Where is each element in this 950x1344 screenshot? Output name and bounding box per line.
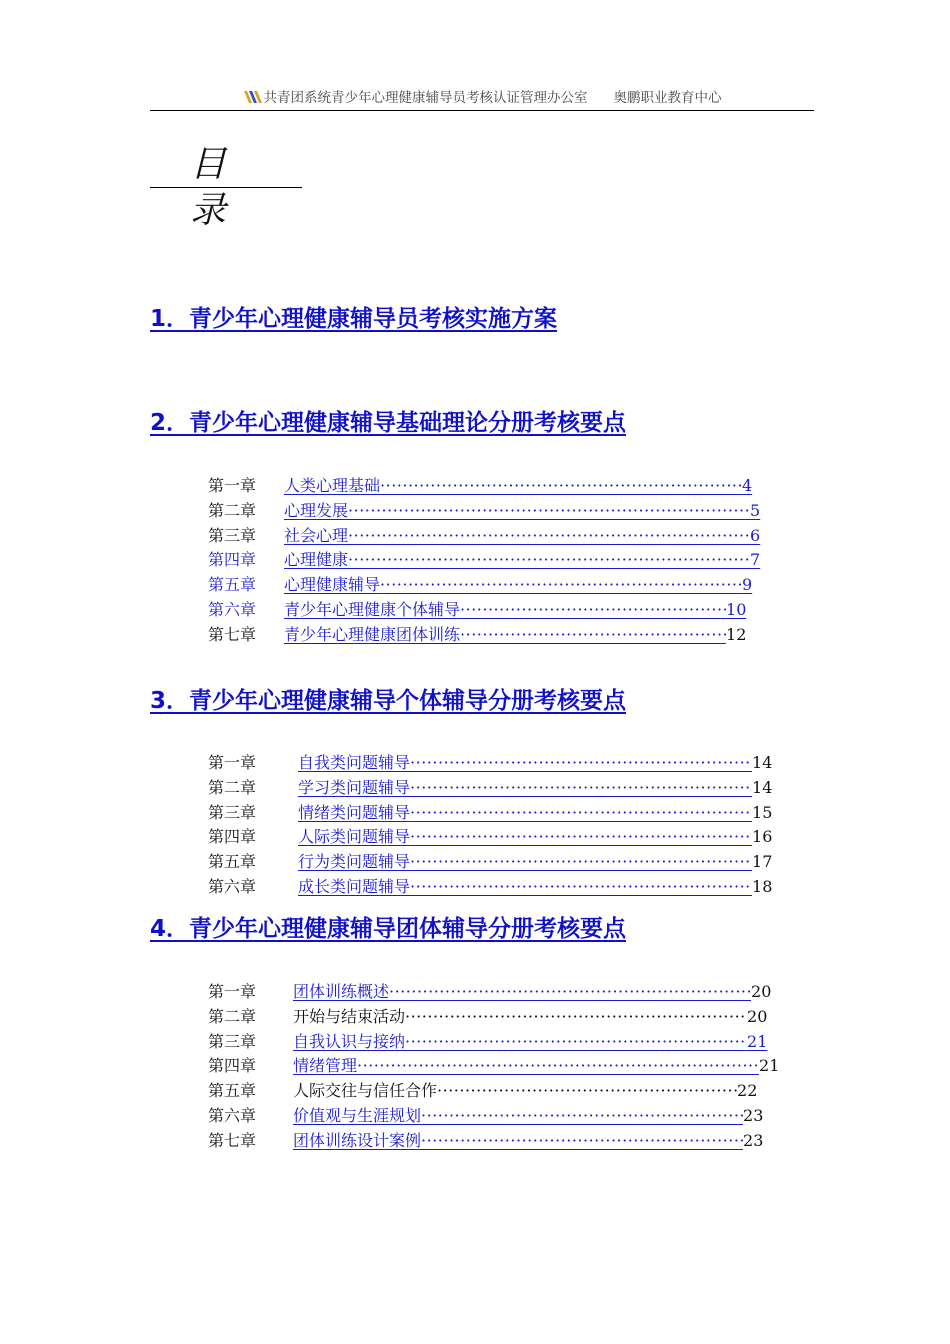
entry-title: 开始与结束活动 [293, 1006, 406, 1026]
toc-entry[interactable] [208, 623, 762, 648]
dot-leader [348, 548, 750, 573]
toc-entry[interactable] [208, 1129, 779, 1154]
toc-link[interactable] [293, 1104, 743, 1129]
entry-title: 心理健康 [284, 550, 349, 570]
section-heading-3[interactable]: 3．青少年心理健康辅导个体辅导分册考核要点 [150, 688, 627, 714]
dot-leader [421, 1104, 743, 1129]
dot-leader [460, 598, 726, 623]
toc-entry[interactable] [208, 980, 779, 1005]
toc-link[interactable] [298, 801, 752, 826]
dot-leader [389, 980, 751, 1005]
entry-title: 心理发展 [284, 500, 349, 520]
toc-entry[interactable] [208, 1054, 779, 1079]
entry-title: 青少年心理健康个体辅导 [284, 599, 461, 619]
entry-title: 人类心理基础 [284, 476, 381, 495]
toc-entry[interactable] [208, 1005, 779, 1030]
chapter-label: 第一章 [208, 476, 257, 495]
page-number: 12 [726, 624, 747, 644]
toc-link[interactable] [298, 875, 752, 900]
dot-leader [410, 875, 752, 900]
toc-link[interactable] [293, 980, 751, 1005]
chapter-label: 第五章 [208, 852, 257, 872]
dot-leader [421, 1129, 743, 1154]
entry-title: 情绪管理 [293, 1056, 358, 1076]
toc-entry[interactable] [208, 825, 772, 850]
toc-entry[interactable] [208, 801, 772, 826]
entry-title: 行为类问题辅导 [298, 852, 411, 872]
header-center: 奥鹏职业教育中心 [613, 90, 722, 106]
page-number: 23 [743, 1130, 764, 1150]
chapter-label: 第一章 [208, 982, 257, 1001]
toc-entry[interactable] [208, 548, 762, 573]
dot-leader [405, 1005, 747, 1030]
chapter-label: 第四章 [208, 827, 257, 847]
section-heading-4[interactable]: 4．青少年心理健康辅导团体辅导分册考核要点 [150, 916, 627, 942]
chapter-label: 第二章 [208, 500, 257, 520]
dot-leader [357, 1054, 759, 1079]
chapter-label: 第六章 [208, 876, 257, 896]
page-number: 5 [750, 500, 761, 520]
section-heading-1[interactable]: 1．青少年心理健康辅导员考核实施方案 [150, 306, 558, 332]
page-number: 21 [759, 1056, 780, 1076]
toc-entry[interactable] [208, 499, 762, 524]
toc-entry[interactable] [208, 474, 762, 499]
chapter-label: 第七章 [208, 1130, 257, 1150]
page-number: 20 [751, 982, 772, 1001]
page-number: 9 [742, 575, 753, 595]
chapter-label: 第三章 [208, 1031, 257, 1051]
entry-title: 学习类问题辅导 [298, 777, 411, 797]
page-number: 4 [742, 476, 753, 495]
entry-title: 青少年心理健康团体训练 [284, 624, 461, 644]
toc-link[interactable] [298, 751, 752, 776]
toc-entry-text [293, 1005, 747, 1030]
toc-list-basic-theory [208, 474, 762, 648]
page-number: 21 [747, 1031, 768, 1051]
entry-title: 人际交往与信任合作 [293, 1081, 438, 1101]
chapter-label: 第五章 [208, 1081, 257, 1101]
chapter-label: 第四章 [208, 550, 257, 570]
dot-leader [380, 474, 742, 499]
toc-link[interactable] [284, 623, 726, 648]
dot-leader [410, 825, 752, 850]
dot-leader [410, 776, 752, 801]
header-organization: 共青团系统青少年心理健康辅导员考核认证管理办公室 [263, 90, 588, 106]
dot-leader [460, 623, 726, 648]
chapter-label: 第七章 [208, 624, 257, 644]
toc-entry[interactable] [208, 1104, 779, 1129]
entry-title: 自我认识与接纳 [293, 1031, 406, 1051]
toc-entry[interactable] [208, 598, 762, 623]
toc-entry-text [293, 1079, 737, 1104]
toc-entry[interactable] [208, 573, 762, 598]
toc-link[interactable] [284, 548, 760, 573]
page-number: 6 [750, 525, 761, 545]
toc-link[interactable] [284, 474, 762, 499]
entry-title: 情绪类问题辅导 [298, 802, 411, 822]
page-number: 18 [752, 876, 773, 896]
chapter-label: 第六章 [208, 599, 257, 619]
dot-leader [437, 1079, 737, 1104]
toc-link[interactable] [284, 573, 752, 598]
entry-title: 社会心理 [284, 525, 349, 545]
toc-entry[interactable] [208, 524, 762, 549]
toc-link[interactable] [298, 825, 752, 850]
page-number: 23 [743, 1105, 764, 1125]
page-number: 22 [737, 1081, 758, 1101]
dot-leader [348, 499, 750, 524]
dot-leader [405, 1030, 747, 1055]
chapter-label: 第六章 [208, 1105, 257, 1125]
chapter-label: 第三章 [208, 802, 257, 822]
toc-title: 目录 [150, 142, 302, 188]
entry-title: 团体训练概述 [293, 982, 390, 1001]
chapter-label: 第一章 [208, 753, 257, 772]
page-number: 15 [752, 802, 773, 822]
entry-title: 人际类问题辅导 [298, 827, 411, 847]
toc-entry[interactable] [208, 1030, 779, 1055]
dot-leader [410, 751, 752, 776]
chapter-label: 第四章 [208, 1056, 257, 1076]
dot-leader [348, 524, 750, 549]
page-number: 16 [752, 827, 773, 847]
chapter-label: 第五章 [208, 575, 257, 595]
page-number: 14 [752, 777, 773, 797]
dot-leader [410, 850, 752, 875]
toc-link[interactable] [284, 499, 760, 524]
toc-link[interactable] [293, 1030, 767, 1055]
entry-title: 心理健康辅导 [284, 575, 381, 595]
section-heading-2[interactable]: 2．青少年心理健康辅导基础理论分册考核要点 [150, 410, 627, 436]
entry-title: 自我类问题辅导 [298, 753, 411, 772]
toc-list-individual-counseling [208, 751, 772, 900]
page-number: 7 [750, 550, 761, 570]
toc-entry[interactable] [208, 751, 772, 776]
toc-entry[interactable] [208, 850, 772, 875]
entry-title: 团体训练设计案例 [293, 1130, 422, 1150]
dot-leader [380, 573, 742, 598]
toc-link[interactable] [284, 524, 760, 549]
logo-icon [243, 89, 263, 105]
page-number: 14 [752, 753, 773, 772]
dot-leader [410, 801, 752, 826]
toc-link[interactable] [293, 1129, 743, 1154]
page-header [150, 88, 814, 111]
page-number: 17 [752, 852, 773, 872]
entry-title: 价值观与生涯规划 [293, 1105, 422, 1125]
toc-link[interactable] [298, 850, 752, 875]
chapter-label: 第三章 [208, 525, 257, 545]
entry-title: 成长类问题辅导 [298, 876, 411, 896]
page-number: 10 [726, 599, 747, 619]
chapter-label: 第二章 [208, 777, 257, 797]
toc-list-group-counseling [208, 980, 779, 1154]
toc-link[interactable] [298, 776, 752, 801]
toc-entry[interactable] [208, 875, 772, 900]
toc-entry[interactable] [208, 776, 772, 801]
toc-link[interactable] [293, 1054, 759, 1079]
page-number: 20 [747, 1006, 768, 1026]
toc-entry [208, 1079, 779, 1104]
chapter-label: 第二章 [208, 1006, 257, 1026]
toc-link[interactable] [284, 598, 746, 623]
